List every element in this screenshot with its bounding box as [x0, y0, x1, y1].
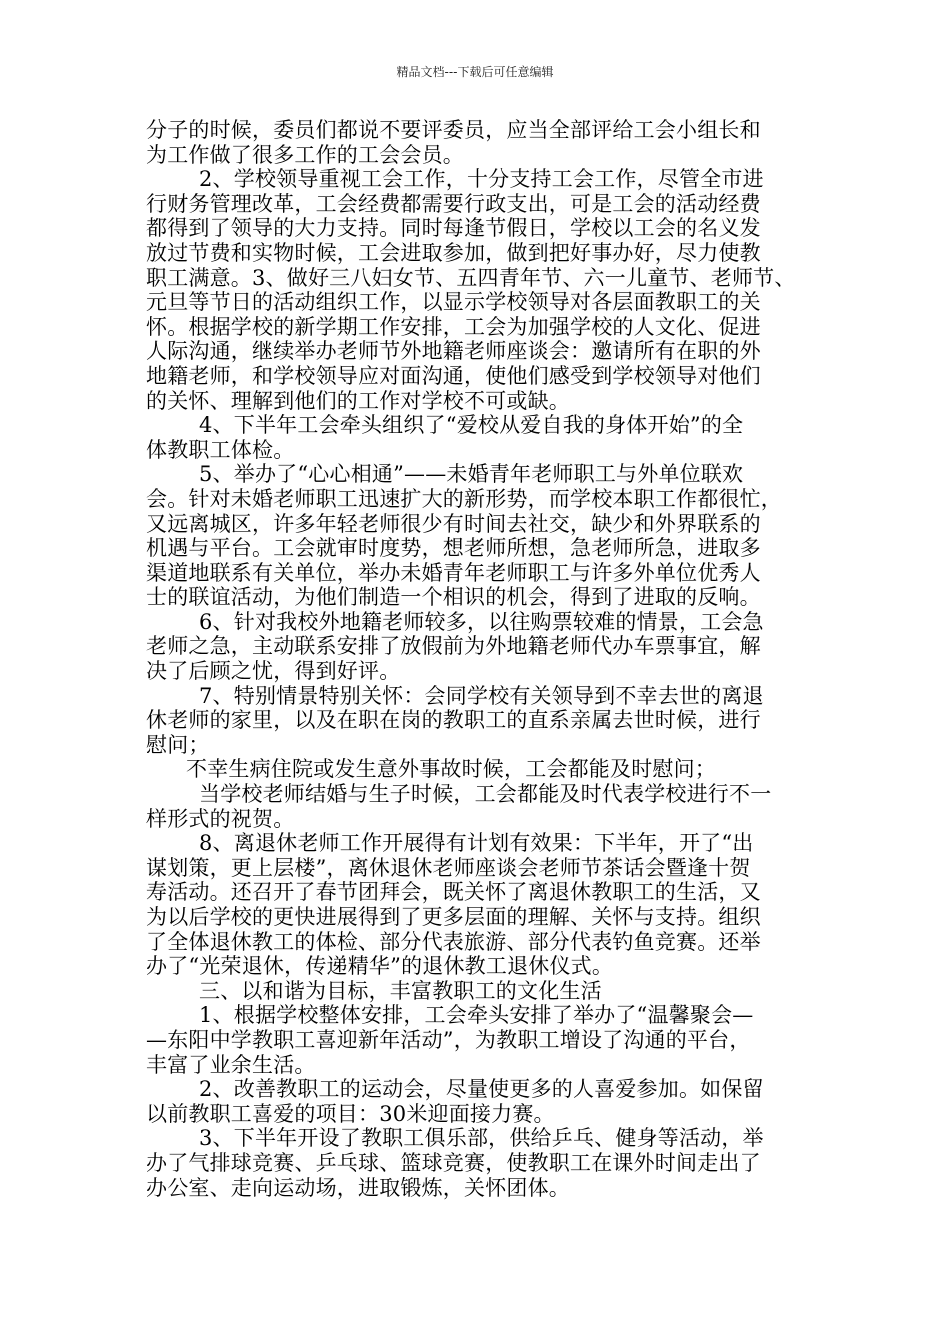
text-line: 士的联谊活动，为他们制造一个相识的机会，得到了进取的反响。: [146, 585, 761, 610]
text-line: 为工作做了很多工作的工会会员。: [146, 142, 464, 167]
text-line: 会。针对未婚老师职工迅速扩大的新形势，而学校本职工作都很忙，: [146, 486, 782, 511]
text-line: 不幸生病住院或发生意外事故时候，工会都能及时慰问；: [186, 757, 716, 782]
text-line: 三、以和谐为目标，丰富教职工的文化生活: [199, 978, 602, 1003]
text-line: 4、下半年工会牵头组织了“爱校从爱自我的身体开始”的全: [199, 413, 744, 438]
text-line: 渠道地联系有关单位，举办未婚青年老师职工与许多外单位优秀人: [146, 560, 761, 585]
text-line: 老师之急，主动联系安排了放假前为外地籍老师代办车票事宜，解: [146, 634, 761, 659]
text-line: 3、下半年开设了教职工俱乐部，供给乒乓、健身等活动，举: [199, 1126, 764, 1151]
text-line: 体教职工体检。: [146, 437, 295, 462]
text-line: 元旦等节日的活动组织工作，以显示学校领导对各层面教职工的关: [146, 290, 761, 315]
text-line: 以前教职工喜爱的项目：30米迎面接力赛。: [146, 1101, 555, 1126]
text-line: 放过节费和实物时候，工会进取参加，做到把好事办好，尽力使教: [146, 240, 761, 265]
text-line: 人际沟通，继续举办老师节外地籍老师座谈会：邀请所有在职的外: [146, 339, 761, 364]
text-line: 机遇与平台。工会就审时度势，想老师所想，急老师所急，进取多: [146, 536, 761, 561]
text-line: 行财务管理改革，工会经费都需要行政支出，可是工会的活动经费: [146, 191, 761, 216]
text-line: 6、针对我校外地籍老师较多，以往购票较难的情景，工会急: [199, 609, 764, 634]
text-line: 丰富了业余生活。: [146, 1052, 316, 1077]
text-line: 1、根据学校整体安排，工会牵头安排了举办了“温馨聚会—: [199, 1003, 754, 1028]
text-line: 样形式的祝贺。: [146, 806, 295, 831]
text-line: 8、离退休老师工作开展得有计划有效果：下半年，开了“出: [199, 831, 754, 856]
text-line: 办公室、走向运动场，进取锻炼，关怀团体。: [146, 1175, 570, 1200]
text-line: 2、学校领导重视工会工作，十分支持工会工作，尽管全市进: [199, 167, 764, 192]
text-line: 当学校老师结婚与生子时候，工会都能及时代表学校进行不一: [199, 782, 772, 807]
text-line: 谋划策，更上层楼”，离休退休老师座谈会老师节茶话会暨逢十贺: [146, 855, 751, 880]
text-line: 办了气排球竞赛、乒乓球、篮球竞赛，使教职工在课外时间走出了: [146, 1150, 761, 1175]
document-body: [146, 118, 812, 1200]
text-line: 职工满意。3、做好三八妇女节、五四青年节、六一儿童节、老师节、: [146, 265, 796, 290]
text-line: 办了“光荣退休，传递精华”的退休教工退休仪式。: [146, 954, 614, 979]
text-line: 慰问；: [146, 732, 210, 757]
text-line: 7、特别情景特别关怀：会同学校有关领导到不幸去世的离退: [199, 683, 764, 708]
text-line: 2、改善教职工的运动会，尽量使更多的人喜爱参加。如保留: [199, 1077, 764, 1102]
text-line: 了全体退休教工的体检、部分代表旅游、部分代表钓鱼竞赛。还举: [146, 929, 761, 954]
text-line: 都得到了领导的大力支持。同时每逢节假日，学校以工会的名义发: [146, 216, 761, 241]
text-line: 决了后顾之忧，得到好评。: [146, 659, 401, 684]
text-line: 又远离城区，许多年轻老师很少有时间去社交，缺少和外界联系的: [146, 511, 761, 536]
page-header: 精品文档---下载后可任意编辑: [396, 65, 554, 79]
text-line: 5、举办了“心心相通”——未婚青年老师职工与外单位联欢: [199, 462, 744, 487]
text-line: 的关怀、理解到他们的工作对学校不可或缺。: [146, 388, 570, 413]
text-line: 休老师的家里，以及在职在岗的教职工的直系亲属去世时候，进行: [146, 708, 761, 733]
text-line: —东阳中学教职工喜迎新年活动”，为教职工增设了沟通的平台，: [146, 1027, 751, 1052]
text-line: 为以后学校的更快进展得到了更多层面的理解、关怀与支持。组织: [146, 905, 761, 929]
text-line: 寿活动。还召开了春节团拜会，既关怀了离退休教职工的生活，又: [146, 880, 761, 905]
text-line: 地籍老师，和学校领导应对面沟通，使他们感受到学校领导对他们: [146, 363, 761, 388]
text-line: 分子的时候，委员们都说不要评委员，应当全部评给工会小组长和: [146, 118, 761, 142]
text-line: 怀。根据学校的新学期工作安排，工会为加强学校的人文化、促进: [146, 314, 761, 339]
